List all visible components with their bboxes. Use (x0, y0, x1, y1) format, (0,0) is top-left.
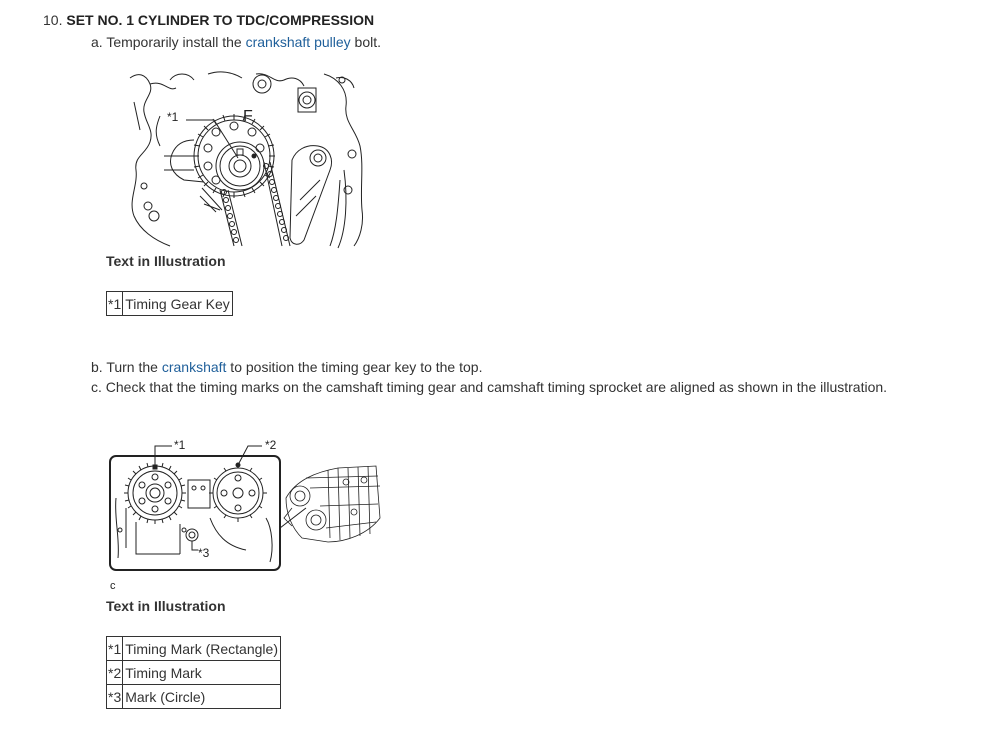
table-row (107, 685, 281, 709)
timing-marks-illustration (106, 438, 384, 574)
table-row (107, 637, 281, 661)
table-row (107, 292, 233, 316)
substep-b (91, 359, 482, 375)
legend-label: Timing Mark (Rectangle) (123, 637, 281, 661)
figure1-legend-table (106, 291, 233, 316)
step-number: 10. (43, 12, 63, 28)
figure2-legend-table (106, 636, 281, 709)
substep-b-suffix: to position the timing gear key to the top. (226, 359, 483, 375)
timing-gear-key-illustration (124, 70, 372, 252)
legend-label: Timing Mark (123, 661, 281, 685)
step-title: SET NO. 1 CYLINDER TO TDC/COMPRESSION (66, 12, 375, 28)
figure2-callout-3: *3 (198, 546, 210, 560)
step-heading (43, 12, 374, 28)
figure2-caption: Text in Illustration (106, 598, 226, 614)
substep-a (91, 34, 381, 50)
crankshaft-pulley-link[interactable]: crankshaft pulley (245, 34, 351, 50)
substep-c: c. Check that the timing marks on the camshaft timing gear and camshaft timing sprocket are aligned as shown in the illustration. (91, 379, 888, 395)
legend-key: *1 (107, 637, 123, 661)
figure1-callout-1: *1 (167, 110, 179, 124)
figure1-caption: Text in Illustration (106, 253, 226, 269)
legend-key: *2 (107, 661, 123, 685)
figure2-callout-1: *1 (174, 438, 186, 452)
legend-key: *3 (107, 685, 123, 709)
figure2-corner-letter: c (110, 580, 116, 592)
substep-a-prefix: a. Temporarily install the (91, 34, 246, 50)
legend-label: Mark (Circle) (123, 685, 281, 709)
figure1-letter-f: F (243, 108, 253, 125)
figure2-callout-2: *2 (265, 438, 277, 452)
substep-a-suffix: bolt. (350, 34, 382, 50)
crankshaft-link[interactable]: crankshaft (161, 359, 227, 375)
legend-label: Timing Gear Key (123, 292, 233, 316)
table-row (107, 661, 281, 685)
substep-b-prefix: b. Turn the (91, 359, 162, 375)
legend-key: *1 (107, 292, 123, 316)
